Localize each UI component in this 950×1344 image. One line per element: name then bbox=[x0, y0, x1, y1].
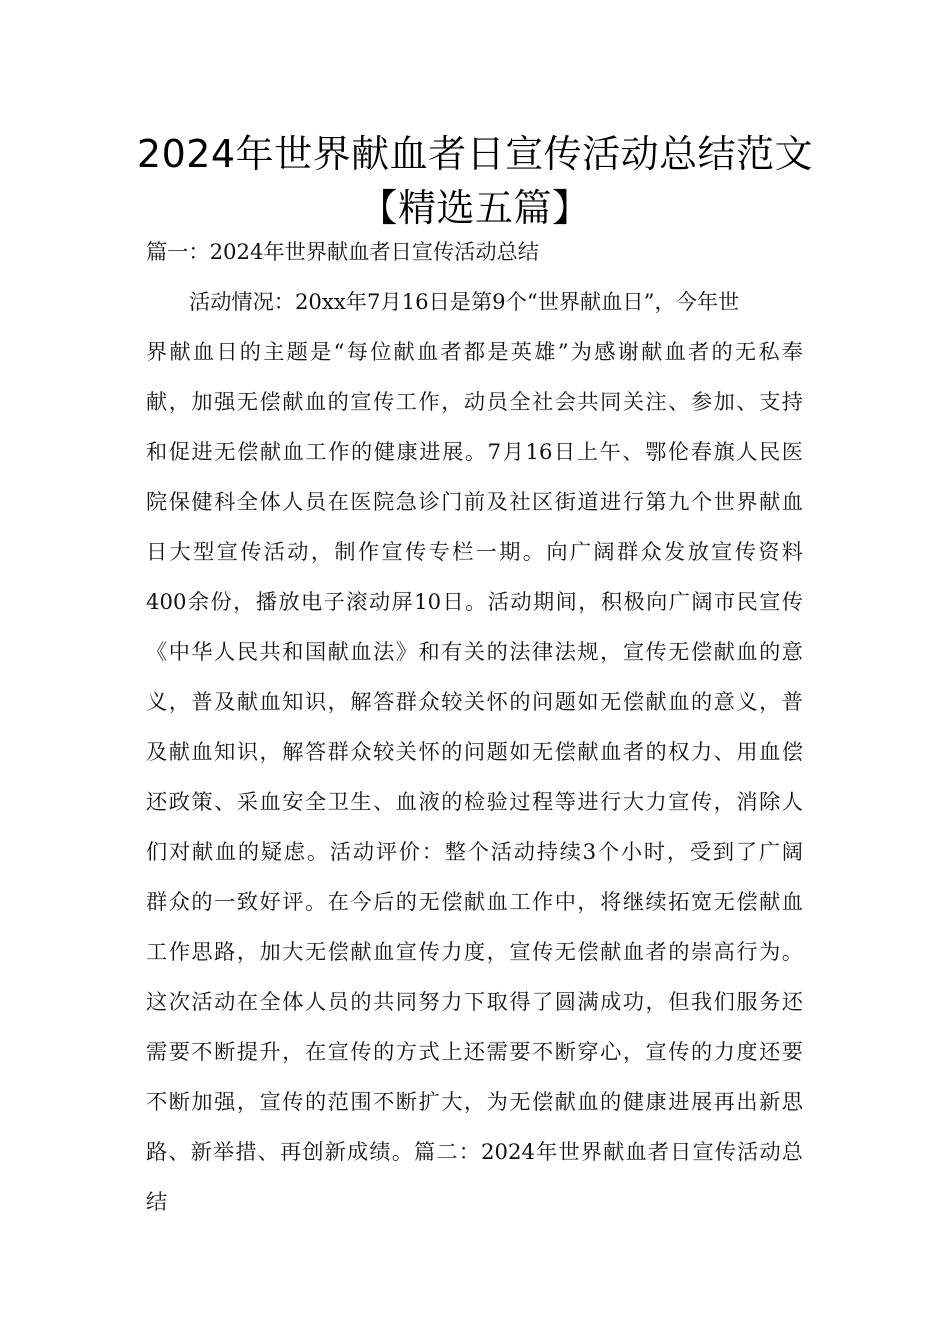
body-line-1: 活动情况：20xx年7月16日是第9个“世界献血日”，今年世 bbox=[189, 289, 740, 314]
body-line-15: 这次活动在全体人员的共同努力下取得了圆满成功，但我们服务还 bbox=[146, 989, 803, 1014]
body-line-3: 献，加强无偿献血的宣传工作，动员全社会共同关注、参加、支持 bbox=[146, 389, 803, 414]
body-line-5: 院保健科全体人员在医院急诊门前及社区街道进行第九个世界献血 bbox=[146, 489, 803, 514]
body-line-16: 需要不断提升，在宣传的方式上还需要不断穿心，宣传的力度还要 bbox=[146, 1039, 803, 1064]
body-line-17: 不断加强，宣传的范围不断扩大，为无偿献血的健康进展再出新思 bbox=[146, 1089, 803, 1114]
document-title-line-1: 2024年世界献血者日宣传活动总结范文 bbox=[136, 132, 814, 176]
body-line-18: 路、新举措、再创新成绩。篇二：2024年世界献血者日宣传活动总 bbox=[146, 1139, 803, 1164]
body-line-10: 及献血知识，解答群众较关怀的问题如无偿献血者的权力、用血偿 bbox=[146, 739, 803, 764]
document-title-line-2: 【精选五篇】 bbox=[359, 186, 591, 230]
body-line-7: 400余份，播放电子滚动屏10日。活动期间，积极向广阔市民宣传 bbox=[146, 589, 803, 614]
section-heading: 篇一：2024年世界献血者日宣传活动总结 bbox=[146, 239, 539, 264]
body-line-6: 日大型宣传活动，制作宣传专栏一期。向广阔群众发放宣传资料 bbox=[146, 539, 803, 564]
body-line-19: 结 bbox=[146, 1189, 168, 1214]
body-line-4: 和促进无偿献血工作的健康进展。7月16日上午、鄂伦春旗人民医 bbox=[146, 439, 803, 464]
body-line-12: 们对献血的疑虑。活动评价：整个活动持续3个小时，受到了广阔 bbox=[146, 839, 803, 864]
body-line-13: 群众的一致好评。在今后的无偿献血工作中，将继续拓宽无偿献血 bbox=[146, 889, 803, 914]
body-line-8: 《中华人民共和国献血法》和有关的法律法规，宣传无偿献血的意 bbox=[146, 639, 803, 664]
body-line-2: 界献血日的主题是“每位献血者都是英雄”为感谢献血者的无私奉 bbox=[146, 339, 803, 364]
body-line-11: 还政策、采血安全卫生、血液的检验过程等进行大力宣传，消除人 bbox=[146, 789, 803, 814]
body-line-14: 工作思路，加大无偿献血宣传力度，宣传无偿献血者的崇高行为。 bbox=[146, 939, 803, 964]
body-line-9: 义，普及献血知识，解答群众较关怀的问题如无偿献血的意义，普 bbox=[146, 689, 803, 714]
